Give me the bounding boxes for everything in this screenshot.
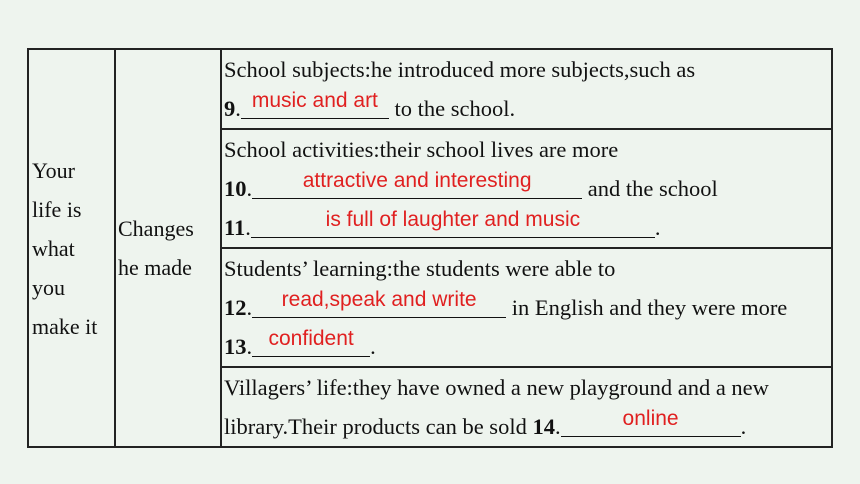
row-text: School activities:their school lives are more: [224, 137, 619, 162]
answer-blank: [252, 171, 582, 199]
answer-blank: [252, 329, 370, 357]
category-line: he made: [118, 255, 192, 280]
row-fill-line: 10. attractive and interesting and the school: [224, 169, 718, 201]
row-text: .: [370, 334, 376, 359]
row-fill-line: library.Their products can be sold 14. online .: [224, 407, 747, 439]
topic-cell: [28, 49, 115, 447]
row-text: .: [740, 414, 747, 439]
answer-blank: [252, 290, 506, 318]
row-fill-line: 12. read,speak and write in English and they were more: [224, 288, 788, 320]
question-number: 13: [224, 334, 247, 359]
question-number: 12: [224, 295, 247, 320]
topic-line: Your: [32, 157, 76, 183]
category-line: Changes: [118, 216, 194, 241]
row-text: and the school: [582, 176, 718, 201]
question-number: 10: [224, 176, 247, 201]
row-text: Students’ learning:the students were able to: [224, 256, 616, 281]
answer-text: read,speak and write: [281, 288, 477, 311]
row-fill-line: 11. is full of laughter and music .: [224, 208, 661, 240]
row-text: library.Their products can be sold: [224, 414, 533, 439]
row-text: to the school.: [388, 96, 516, 121]
question-number: 9: [224, 96, 236, 121]
topic-line: you: [32, 274, 65, 300]
answer-text: online: [622, 407, 679, 430]
category-cell: [115, 49, 221, 447]
answer-text: is full of laughter and music: [325, 208, 581, 231]
row-villagers-life: [221, 367, 832, 447]
topic-line: life is: [32, 196, 82, 222]
summary-table: [27, 48, 833, 448]
row-fill-line: 9. music and art to the school.: [224, 89, 516, 121]
row-school-subjects: [221, 49, 832, 129]
answer-text: confident: [268, 327, 354, 350]
row-text: in English and they were more: [506, 295, 788, 320]
answer-blank: [241, 91, 389, 119]
topic-line: what: [32, 235, 75, 261]
topic-line: make it: [32, 313, 98, 339]
row-school-activities: [221, 129, 832, 248]
row-text: Villagers’ life:they have owned a new playground and a new: [224, 375, 769, 400]
row-students-learning: [221, 248, 832, 367]
row-text: School subjects:he introduced more subjects,such as: [224, 57, 696, 82]
row-text: .: [654, 215, 661, 240]
answer-text: attractive and interesting: [302, 169, 532, 192]
question-number: 11: [224, 215, 246, 240]
row-fill-line: 13. confident .: [224, 327, 376, 359]
question-number: 14: [532, 414, 555, 439]
answer-blank: [561, 409, 741, 437]
answer-text: music and art: [251, 89, 378, 112]
answer-blank: [251, 210, 655, 238]
